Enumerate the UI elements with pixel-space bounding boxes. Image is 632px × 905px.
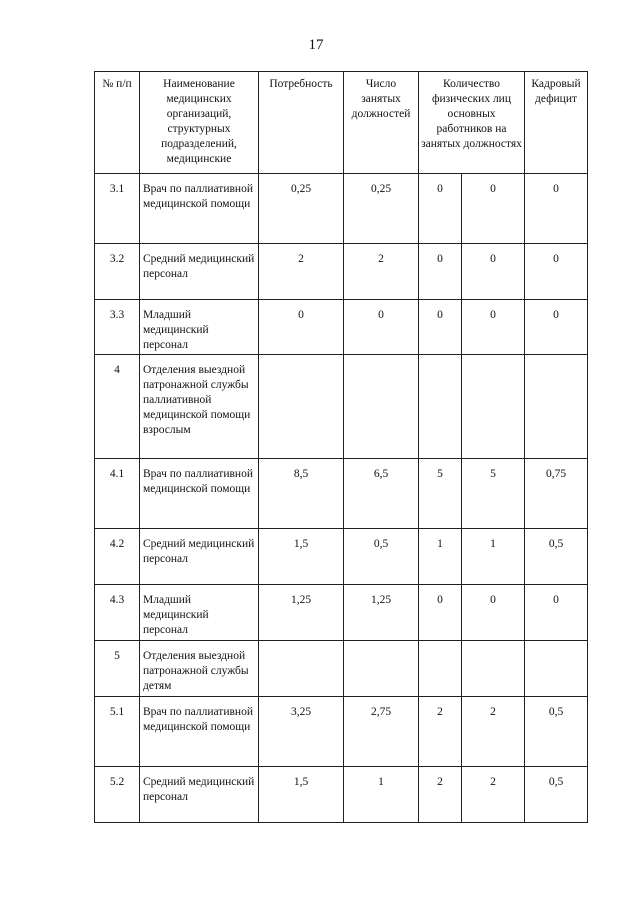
table-row <box>95 697 588 767</box>
row-workers-2: 0 <box>490 309 496 321</box>
row-occupied: 2,75 <box>370 706 392 718</box>
row-deficit <box>525 355 587 363</box>
row-workers-1: 2 <box>437 706 443 718</box>
header-deficit: Кадровый дефицит <box>525 72 588 174</box>
row-num: 5.2 <box>109 776 125 788</box>
row-need: 8,5 <box>293 468 309 480</box>
row-occupied <box>344 355 418 363</box>
row-need: 0,25 <box>290 183 312 195</box>
row-occupied: 0,25 <box>370 183 392 195</box>
row-workers-1: 1 <box>437 538 443 550</box>
row-workers-2 <box>462 355 524 363</box>
row-workers-1: 5 <box>437 468 443 480</box>
row-name: Младший медицинский персонал <box>143 594 209 636</box>
row-num: 3.3 <box>109 309 125 321</box>
row-deficit: 0 <box>553 309 559 321</box>
row-deficit: 0 <box>553 183 559 195</box>
table-row <box>95 300 588 355</box>
row-workers-2: 1 <box>490 538 496 550</box>
row-workers-1: 0 <box>437 183 443 195</box>
row-need: 1,5 <box>293 776 309 788</box>
table-row <box>95 585 588 641</box>
row-deficit: 0,75 <box>545 468 567 480</box>
row-workers-2 <box>462 641 524 649</box>
row-deficit: 0 <box>553 594 559 606</box>
row-need: 1,25 <box>290 594 312 606</box>
row-workers-2: 5 <box>490 468 496 480</box>
row-need <box>259 641 343 649</box>
row-num: 3.2 <box>109 253 125 265</box>
staffing-table <box>94 71 588 823</box>
row-name: Средний медицинский персонал <box>143 776 255 803</box>
row-need: 2 <box>298 253 304 265</box>
row-num: 4.1 <box>109 468 125 480</box>
row-workers-2: 2 <box>490 706 496 718</box>
row-name: Младший медицинский персонал <box>143 309 209 351</box>
row-deficit <box>525 641 587 649</box>
table-row <box>95 641 588 697</box>
row-need: 0 <box>298 309 304 321</box>
row-occupied: 0,5 <box>373 538 389 550</box>
row-occupied <box>344 641 418 649</box>
row-name: Отделения выездной патронажной службы паллиативной медицинской помощи взрослым <box>143 364 251 436</box>
row-num: 4.3 <box>109 594 125 606</box>
row-workers-2: 0 <box>490 594 496 606</box>
header-name: Наименование медицинских организаций, структурных подразделений, медицинские <box>140 72 259 174</box>
row-deficit: 0,5 <box>548 776 564 788</box>
header-row <box>95 72 588 174</box>
row-name: Средний медицинский персонал <box>143 253 255 280</box>
row-name: Средний медицинский персонал <box>143 538 255 565</box>
table-row <box>95 767 588 823</box>
row-name: Отделения выездной патронажной службы детям <box>143 650 249 692</box>
row-workers-1: 0 <box>437 594 443 606</box>
row-occupied: 1 <box>378 776 384 788</box>
row-name: Врач по паллиативной медицинской помощи <box>143 468 253 495</box>
row-name: Врач по паллиативной медицинской помощи <box>143 706 253 733</box>
row-workers-1 <box>419 641 461 649</box>
row-deficit: 0,5 <box>548 538 564 550</box>
page-number: 17 <box>308 37 324 53</box>
table-row <box>95 244 588 300</box>
row-need: 1,5 <box>293 538 309 550</box>
row-workers-1: 0 <box>437 253 443 265</box>
row-need <box>259 355 343 363</box>
table-row <box>95 355 588 459</box>
row-workers-1 <box>419 355 461 363</box>
row-workers-2: 0 <box>490 183 496 195</box>
row-occupied: 0 <box>378 309 384 321</box>
row-name: Врач по паллиативной медицинской помощи <box>143 183 253 210</box>
row-occupied: 1,25 <box>370 594 392 606</box>
row-workers-1: 2 <box>437 776 443 788</box>
table-row <box>95 174 588 244</box>
row-occupied: 2 <box>378 253 384 265</box>
row-workers-2: 0 <box>490 253 496 265</box>
row-deficit: 0,5 <box>548 706 564 718</box>
row-num: 4 <box>114 364 120 376</box>
row-workers-2: 2 <box>490 776 496 788</box>
header-occupied: Число занятых должностей <box>344 72 419 174</box>
header-need: Потребность <box>259 72 344 174</box>
header-num: № п/п <box>95 72 140 174</box>
row-num: 5.1 <box>109 706 125 718</box>
row-deficit: 0 <box>553 253 559 265</box>
table-row <box>95 529 588 585</box>
row-occupied: 6,5 <box>373 468 389 480</box>
row-num: 5 <box>114 650 120 662</box>
row-num: 3.1 <box>109 183 125 195</box>
table-row <box>95 459 588 529</box>
header-workers: Количество физических лиц основных работников на занятых должностях <box>419 72 525 174</box>
row-num: 4.2 <box>109 538 125 550</box>
row-need: 3,25 <box>290 706 312 718</box>
row-workers-1: 0 <box>437 309 443 321</box>
